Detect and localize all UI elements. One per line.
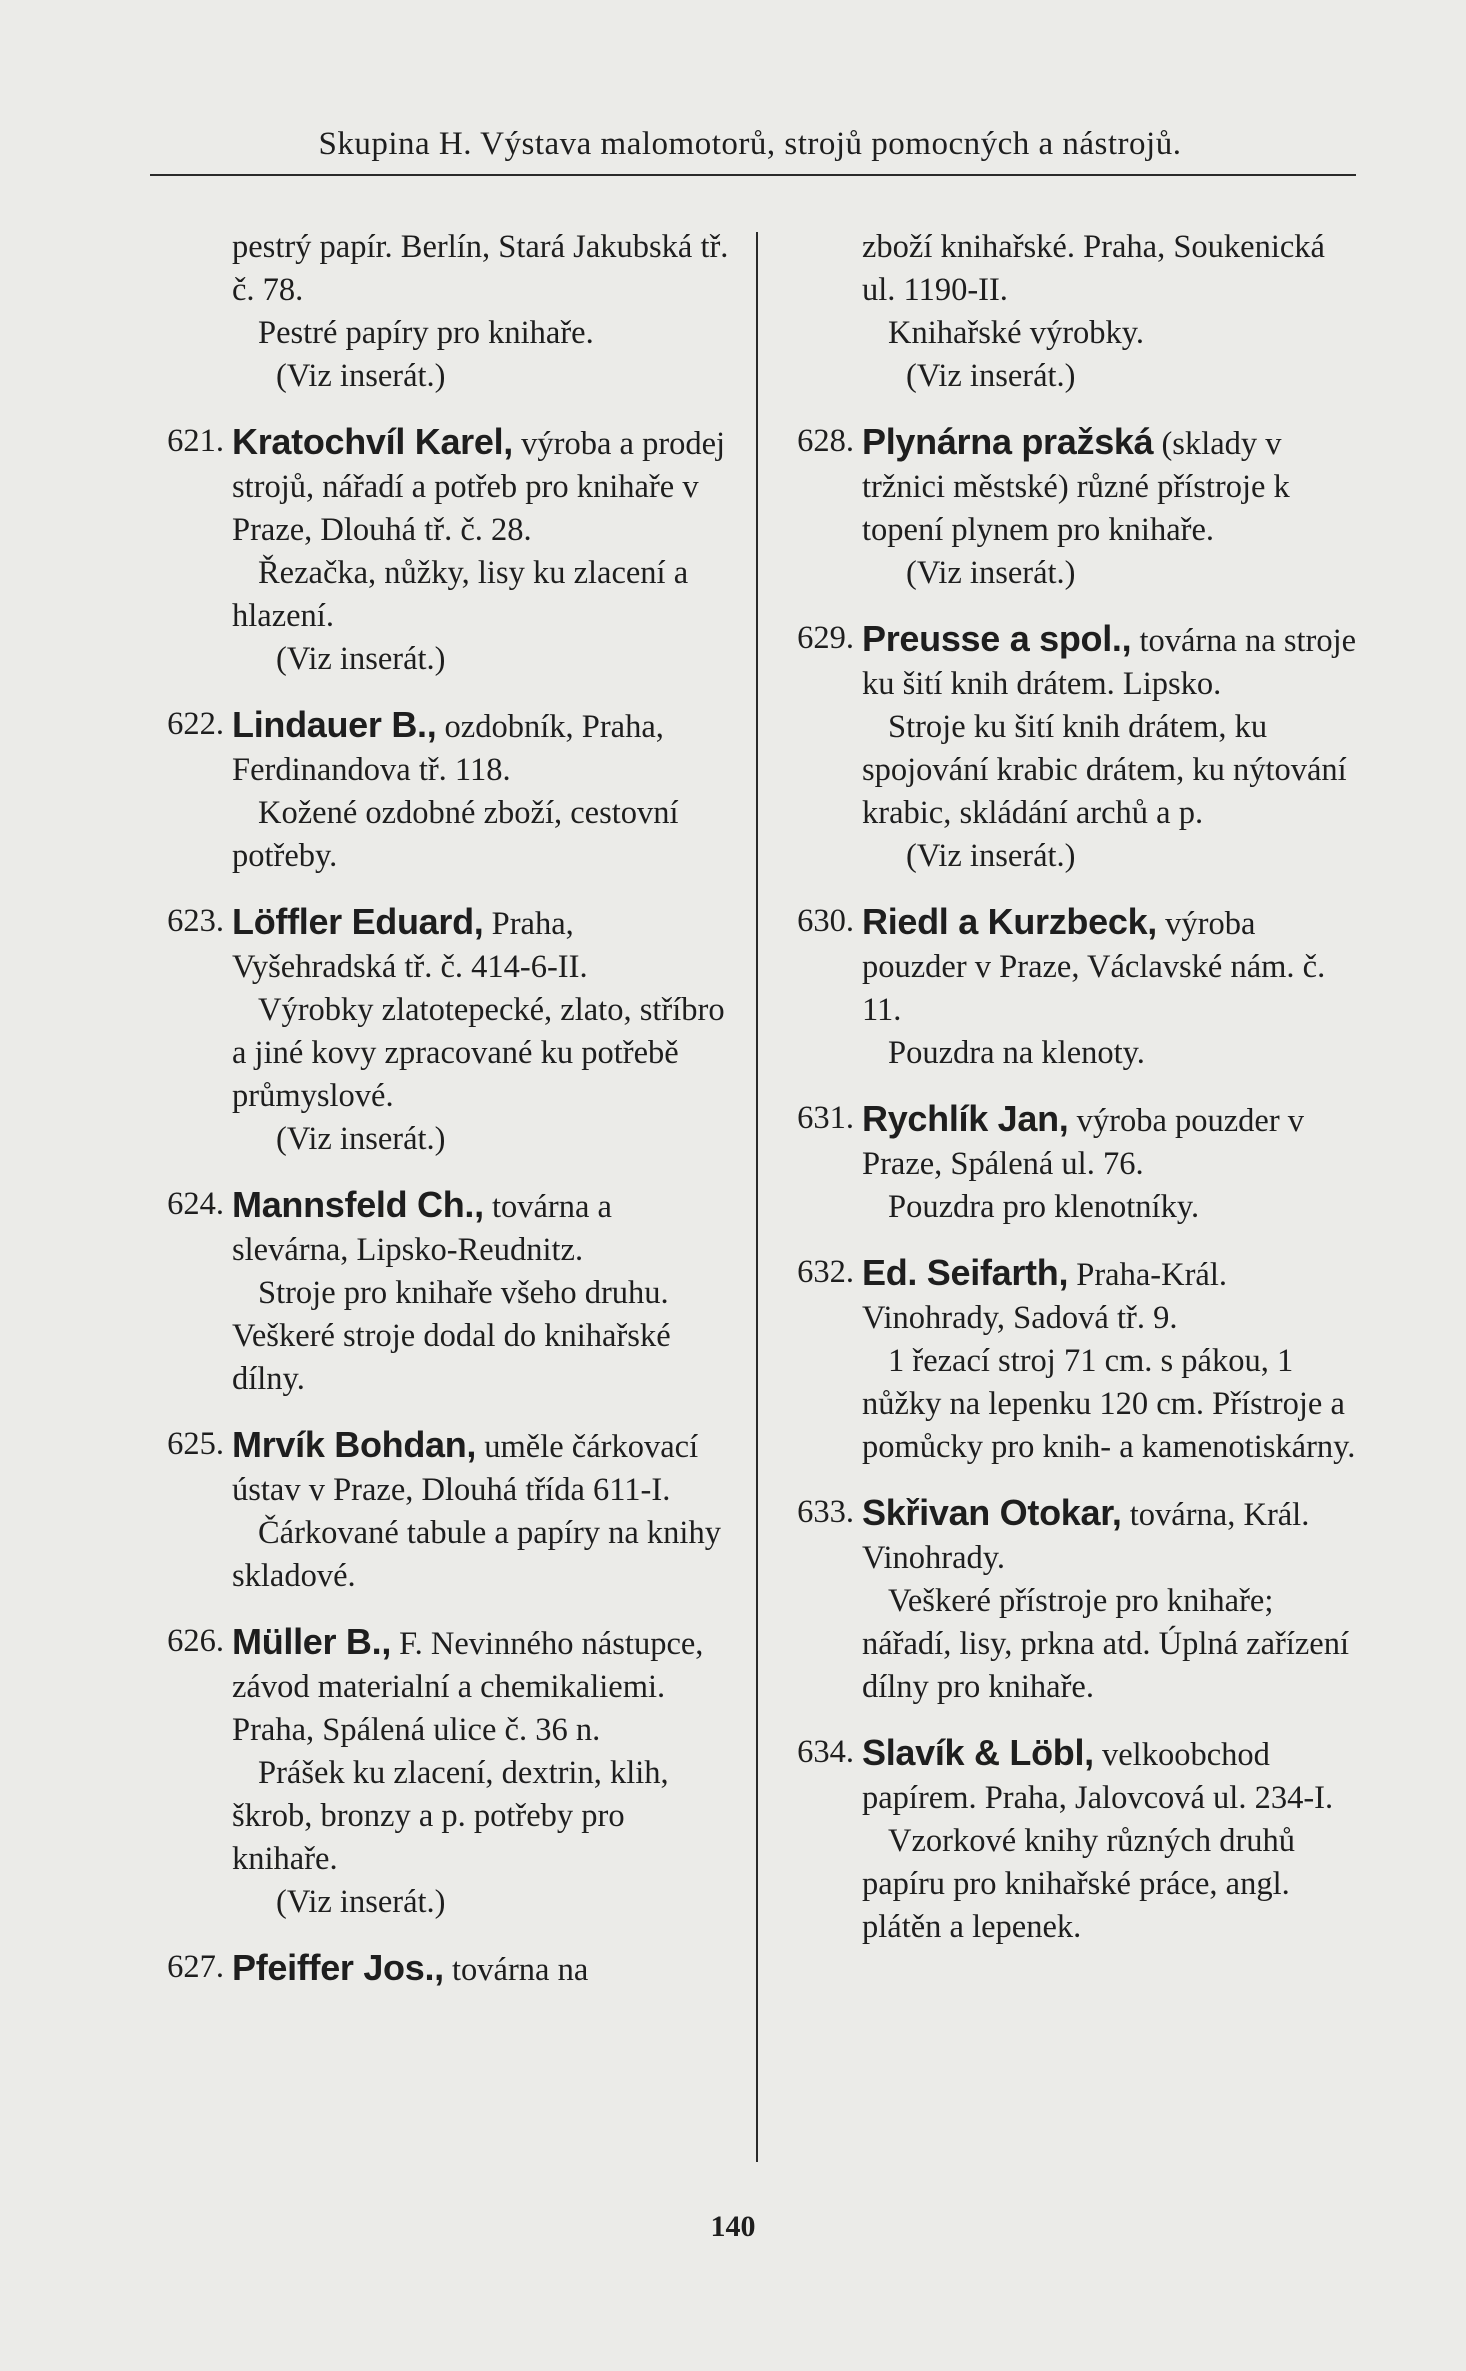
entry-heading bbox=[862, 617, 1360, 706]
entry-text: Praha-Král. Vinohrady, Sadová tř. 9. bbox=[862, 1257, 1227, 1336]
entry-description: 1 řezací stroj 71 cm. s pákou, 1 nůžky na lepenku 120 cm. Přístroje a pomůcky pro knih- a kamenotiskárny. bbox=[862, 1343, 1356, 1465]
catalog-entry bbox=[770, 1251, 1360, 1469]
entry-description: Veškeré přístroje pro knihaře; nářadí, lisy, prkna atd. Úplná zařízení dílny pro knihaře. bbox=[862, 1583, 1350, 1705]
entry-text: továrna na bbox=[452, 1952, 589, 1988]
entry-description: Stroje ku šití knih drátem, ku spojování krabic drátem, ku nýtování krabic, skládání archů a p. bbox=[862, 709, 1347, 831]
catalog-entry bbox=[770, 617, 1360, 878]
catalog-entry bbox=[140, 1946, 730, 1992]
continuation-entry bbox=[140, 226, 730, 398]
company-name: Rychlík Jan, bbox=[862, 1098, 1069, 1139]
entry-description: Výrobky zlatotepecké, zlato, stříbro a jiné kovy zpracované ku potřebě průmyslové. bbox=[232, 992, 725, 1114]
company-name: Ed. Seifarth, bbox=[862, 1252, 1069, 1293]
entry-text: výroba pouzder v Praze, Spálená ul. 76. bbox=[862, 1103, 1305, 1182]
entry-text: výroba pouzder v Praze, Václavské nám. č. 11. bbox=[862, 906, 1326, 1028]
entry-text: výroba a prodej strojů, nářadí a potřeb pro knihaře v Praze, Dlouhá tř. č. 28. bbox=[232, 426, 726, 548]
entry-number: 630. bbox=[797, 903, 854, 939]
catalog-entry bbox=[770, 900, 1360, 1075]
entry-note: (Viz inserát.) bbox=[906, 838, 1076, 874]
entry-text: (sklady v tržnici městské) různé přístroje k topení plynem pro knihaře. bbox=[862, 426, 1290, 548]
entry-number: 632. bbox=[797, 1254, 854, 1290]
entry-description: Kožené ozdobné zboží, cestovní potřeby. bbox=[232, 795, 679, 874]
entry-number: 623. bbox=[167, 903, 224, 939]
entry-description: Knihařské výrobky. bbox=[888, 315, 1145, 351]
entry-heading bbox=[232, 703, 730, 792]
company-name: Slavík & Löbl, bbox=[862, 1732, 1094, 1773]
entry-text: továrna, Král. Vinohrady. bbox=[862, 1497, 1310, 1576]
company-name: Plynárna pražská bbox=[862, 421, 1154, 462]
company-name: Riedl a Kurzbeck, bbox=[862, 901, 1157, 942]
company-name: Pfeiffer Jos., bbox=[232, 1947, 444, 1988]
catalog-entry bbox=[140, 703, 730, 878]
entry-description: Čárkované tabule a papíry na knihy skladové. bbox=[232, 1515, 721, 1594]
entry-text: pestrý papír. Berlín, Stará Jakubská tř. č. 78. bbox=[232, 229, 729, 308]
entry-heading bbox=[862, 1097, 1360, 1186]
entry-note: (Viz inserát.) bbox=[276, 1121, 446, 1157]
entry-description: Vzorkové knihy různých druhů papíru pro knihařské práce, angl. plátěn a lepenek. bbox=[862, 1823, 1296, 1945]
entry-description: Pestré papíry pro knihaře. bbox=[258, 315, 594, 351]
header-rule bbox=[150, 174, 1356, 176]
entry-text: uměle čárkovací ústav v Praze, Dlouhá třída 611-I. bbox=[232, 1429, 699, 1508]
entry-text: F. Nevinného nástupce, závod materialní a chemikaliemi. Praha, Spálená ulice č. 36 n. bbox=[232, 1626, 704, 1748]
entry-number: 627. bbox=[167, 1949, 224, 1985]
entry-number: 628. bbox=[797, 423, 854, 459]
entry-note: (Viz inserát.) bbox=[276, 641, 446, 677]
entry-description: Řezačka, nůžky, lisy ku zlacení a hlazení. bbox=[232, 555, 689, 634]
entry-number: 626. bbox=[167, 1623, 224, 1659]
catalog-entry bbox=[140, 1620, 730, 1924]
entry-heading bbox=[862, 1491, 1360, 1580]
entry-number: 622. bbox=[167, 706, 224, 742]
company-name: Müller B., bbox=[232, 1621, 392, 1662]
entry-text: Praha, Vyšehradská tř. č. 414-6-II. bbox=[232, 906, 588, 985]
entry-text: továrna na stroje ku šití knih drátem. Lipsko. bbox=[862, 623, 1357, 702]
catalog-entry bbox=[770, 1731, 1360, 1949]
entry-note: (Viz inserát.) bbox=[906, 358, 1076, 394]
entry-note: (Viz inserát.) bbox=[276, 358, 446, 394]
entry-description: Pouzdra na klenoty. bbox=[888, 1035, 1145, 1071]
company-name: Löffler Eduard, bbox=[232, 901, 484, 942]
entry-description: Stroje pro knihaře všeho druhu. Veškeré stroje dodal do knihařské dílny. bbox=[232, 1275, 671, 1397]
entry-text: ozdobník, Praha, Ferdinandova tř. 118. bbox=[232, 709, 664, 788]
entry-number: 621. bbox=[167, 423, 224, 459]
company-name: Mrvík Bohdan, bbox=[232, 1424, 477, 1465]
right-column bbox=[770, 226, 1360, 1971]
catalog-entry bbox=[140, 1183, 730, 1401]
left-column bbox=[140, 226, 730, 2014]
catalog-entry bbox=[770, 1097, 1360, 1229]
entry-description: Prášek ku zlacení, dextrin, klih, škrob, bronzy a p. potřeby pro knihaře. bbox=[232, 1755, 669, 1877]
catalog-entry bbox=[770, 420, 1360, 595]
entry-list bbox=[770, 420, 1360, 1949]
entry-heading bbox=[232, 1183, 730, 1272]
entry-heading bbox=[232, 1423, 730, 1512]
entry-text: továrna a slevárna, Lipsko-Reudnitz. bbox=[232, 1189, 612, 1268]
entry-heading bbox=[862, 900, 1360, 1032]
entry-heading bbox=[232, 1620, 730, 1752]
catalog-entry bbox=[140, 1423, 730, 1598]
catalog-entry bbox=[140, 420, 730, 681]
entry-number: 625. bbox=[167, 1426, 224, 1462]
running-head: Skupina H. Výstava malomotorů, strojů pomocných a nástrojů. bbox=[318, 126, 1182, 162]
entry-note: (Viz inserát.) bbox=[276, 1884, 446, 1920]
entry-text: zboží knihařské. Praha, Soukenická ul. 1190-II. bbox=[862, 229, 1325, 308]
entry-number: 633. bbox=[797, 1494, 854, 1530]
entry-list bbox=[140, 420, 730, 1992]
company-name: Skřivan Otokar, bbox=[862, 1492, 1122, 1533]
entry-heading bbox=[232, 420, 730, 552]
column-divider bbox=[756, 232, 758, 2162]
catalog-entry bbox=[770, 1491, 1360, 1709]
company-name: Lindauer B., bbox=[232, 704, 437, 745]
entry-number: 631. bbox=[797, 1100, 854, 1136]
entry-number: 629. bbox=[797, 620, 854, 656]
entry-number: 624. bbox=[167, 1186, 224, 1222]
company-name: Preusse a spol., bbox=[862, 618, 1132, 659]
entry-description: Pouzdra pro klenotníky. bbox=[888, 1189, 1200, 1225]
entry-heading bbox=[232, 1946, 730, 1992]
entry-number: 634. bbox=[797, 1734, 854, 1770]
continuation-entry bbox=[770, 226, 1360, 398]
entry-heading bbox=[232, 900, 730, 989]
page-number: 140 bbox=[710, 2210, 756, 2243]
catalog-entry bbox=[140, 900, 730, 1161]
entry-heading bbox=[862, 1251, 1360, 1340]
entry-heading bbox=[862, 1731, 1360, 1820]
company-name: Kratochvíl Karel, bbox=[232, 421, 514, 462]
entry-text: velkoobchod papírem. Praha, Jalovcová ul. 234-I. bbox=[862, 1737, 1334, 1816]
entry-note: (Viz inserát.) bbox=[906, 555, 1076, 591]
company-name: Mannsfeld Ch., bbox=[232, 1184, 484, 1225]
entry-heading bbox=[862, 420, 1360, 552]
